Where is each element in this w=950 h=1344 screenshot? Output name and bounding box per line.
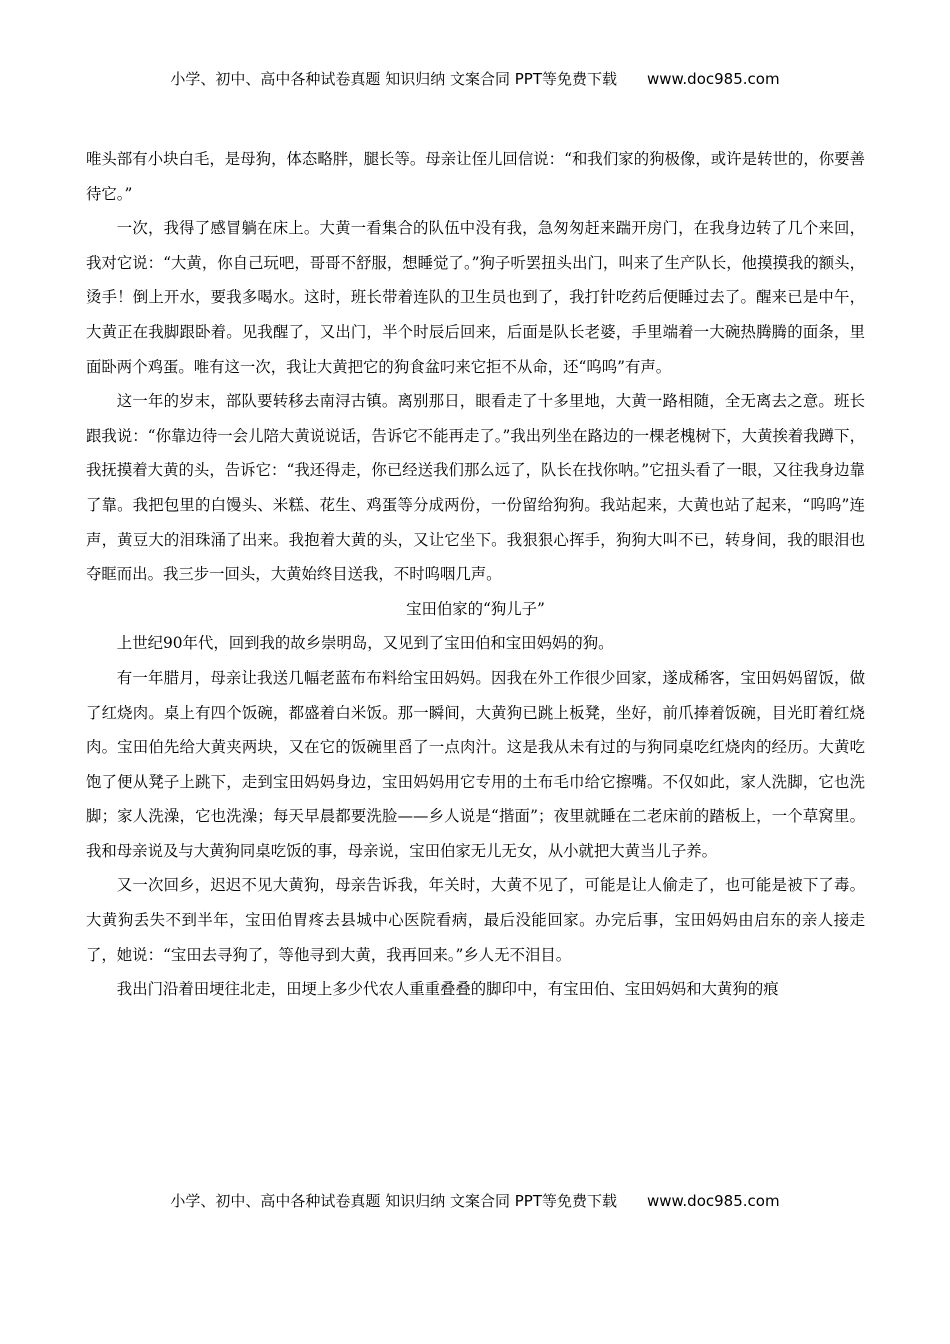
paragraph: 上世纪90年代，回到我的故乡崇明岛，又见到了宝田伯和宝田妈妈的狗。 <box>116 634 614 653</box>
page-header <box>0 68 950 89</box>
article-body <box>86 142 865 1007</box>
paragraph: 又一次回乡，迟迟不见大黄狗，母亲告诉我，年关时，大黄不见了，可能是让人偷走了，也可能是被下了毒。大黄狗丢失不到半年，宝田伯胃疼去县城中心医院看病，最后没能回家。办完后事，宝田妈妈由启东的亲人接走了，她说：“宝田去寻狗了，等他寻到大黄，我再回来。”乡人无不泪目。 <box>86 876 865 964</box>
paragraph: 这一年的岁末，部队要转移去南浔古镇。离别那日，眼看走了十多里地，大黄一路相随，全无离去之意。班长跟我说：“你靠边待一会儿陪大黄说说话，告诉它不能再走了。”我出列坐在路边的一棵老槐树下，大黄挨着我蹲下，我抚摸着大黄的头，告诉它：“我还得走，你已经送我们那么远了，队长在找你呐。”它扭头看了一眼，又往我身边靠了靠。我把包里的白馒头、米糕、花生、鸡蛋等分成两份，一份留给狗狗。我站起来，大黄也站了起来，“呜呜”连声，黄豆大的泪珠涌了出来。我抱着大黄的头，又让它坐下。我狠狠心挥手，狗狗大叫不已，转身间，我的眼泪也夺眶而出。我三步一回头，大黄始终目送我，不时呜咽几声。 <box>86 392 865 584</box>
footer-url[interactable]: www.doc985.com <box>646 1192 780 1210</box>
footer-banner-text: 小学、初中、高中各种试卷真题 知识归纳 文案合同 PPT等免费下载 <box>170 1192 617 1210</box>
paragraph-continued: 唯头部有小块白毛，是母狗，体态略胖，腿长等。母亲让侄儿回信说：“和我们家的狗极像，或许是转世的，你要善待它。” <box>86 150 865 203</box>
page-footer <box>0 1190 950 1211</box>
paragraph: 有一年腊月，母亲让我送几幅老蓝布布料给宝田妈妈。因我在外工作很少回家，遂成稀客，宝田妈妈留饭，做了红烧肉。桌上有四个饭碗，都盛着白米饭。那一瞬间，大黄狗已跳上板凳，坐好，前爪捧着饭碗，目光盯着红烧肉。宝田伯先给大黄夹两块，又在它的饭碗里舀了一点肉汁。这是我从未有过的与狗同桌吃红烧肉的经历。大黄吃饱了便从凳子上跳下，走到宝田妈妈身边，宝田妈妈用它专用的土布毛巾给它擦嘴。不仅如此，家人洗脚，它也洗脚；家人洗澡，它也洗澡；每天早晨都要洗脸——乡人说是“揩面”；夜里就睡在二老床前的踏板上，一个草窝里。我和母亲说及与大黄狗同桌吃饭的事，母亲说，宝田伯家无儿无女，从小就把大黄当儿子养。 <box>86 668 865 860</box>
section-title: 宝田伯家的“狗儿子” <box>406 599 545 618</box>
paragraph: 我出门沿着田埂往北走，田埂上多少代农人重重叠叠的脚印中，有宝田伯、宝田妈妈和大黄狗的痕 <box>116 980 779 999</box>
header-url[interactable]: www.doc985.com <box>646 70 780 88</box>
header-banner-text: 小学、初中、高中各种试卷真题 知识归纳 文案合同 PPT等免费下载 <box>170 70 617 88</box>
paragraph: 一次，我得了感冒躺在床上。大黄一看集合的队伍中没有我，急匆匆赶来踹开房门，在我身边转了几个来回，我对它说：“大黄，你自己玩吧，哥哥不舒服，想睡觉了。”狗子听罢扭头出门，叫来了生产队长，他摸摸我的额头，烫手！倒上开水，要我多喝水。这时，班长带着连队的卫生员也到了，我打针吃药后便睡过去了。醒来已是中午，大黄正在我脚跟卧着。见我醒了，又出门，半个时辰后回来，后面是队长老婆，手里端着一大碗热腾腾的面条，里面卧两个鸡蛋。唯有这一次，我让大黄把它的狗食盆叼来它拒不从命，还“呜呜”有声。 <box>86 219 865 376</box>
